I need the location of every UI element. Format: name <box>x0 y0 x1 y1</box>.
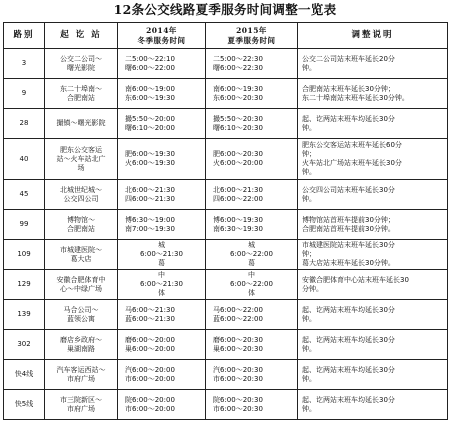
time-2015-line: 火6:00～20:00 <box>213 159 263 167</box>
stops-cell <box>45 360 118 390</box>
stops-line: 场 <box>77 163 85 172</box>
time-2014-line: 市6:00～20:00 <box>125 404 175 413</box>
route-cell: 28 <box>4 109 45 139</box>
stops-cell <box>45 49 118 79</box>
header-note: 调整说明 <box>298 23 448 49</box>
stops-cell <box>45 180 118 210</box>
time-2015-line: 博6:00～19:30 <box>213 215 263 224</box>
time-2014-line: 磨6:00～20:00 <box>125 335 175 344</box>
time-2015-line: 院6:00～20:30 <box>213 395 263 404</box>
time-2014-line: 6:00～21:30 <box>140 250 183 258</box>
time-2015-line: 南6:30～19:30 <box>213 224 263 233</box>
route-cell: 40 <box>4 139 45 180</box>
note-line: 起、讫两站末班车均延长30分 <box>302 395 395 404</box>
time-2015-line: 葛 <box>248 259 255 267</box>
table-row <box>4 300 448 330</box>
time-2014-line: 肥6:00～19:30 <box>125 150 175 158</box>
route-cell: 9 <box>4 79 45 109</box>
route-cell: 129 <box>4 270 45 300</box>
note-cell <box>298 79 448 109</box>
time-2014-cell <box>118 180 206 210</box>
stops-line: 心～中绿广场 <box>60 284 102 293</box>
route-cell: 3 <box>4 49 45 79</box>
time-2014-line: 南6:00～19:00 <box>125 84 175 93</box>
stops-line: 市三院新区～ <box>60 395 102 404</box>
time-2014-line: 二5:00～22:10 <box>125 54 175 63</box>
time-2015-cell <box>206 330 298 360</box>
table-row <box>4 390 448 420</box>
time-2014-line: 汽6:00～20:00 <box>125 365 175 374</box>
time-2015-cell <box>206 240 298 270</box>
time-2014-line: 曙6:00～22:00 <box>125 63 175 72</box>
table-row <box>4 139 448 180</box>
note-line: 市城建医院站末班车延长30分 <box>302 241 395 249</box>
time-2015-line: 中 <box>248 271 255 279</box>
route-cell: 302 <box>4 330 45 360</box>
time-2015-cell <box>206 139 298 180</box>
table-row <box>4 180 448 210</box>
time-2014-cell <box>118 210 206 240</box>
time-2015-line: 城 <box>248 241 255 249</box>
note-line: 起、讫两站末班车均延长30分 <box>302 365 395 374</box>
table-row <box>4 330 448 360</box>
time-2014-line: 东6:00～19:30 <box>125 93 175 102</box>
time-2015-line: 南6:00～19:30 <box>213 84 263 93</box>
route-cell: 45 <box>4 180 45 210</box>
route-cell: 快5线 <box>4 390 45 420</box>
time-2015-cell <box>206 300 298 330</box>
time-2014-line: 撮5:50～20:00 <box>125 114 175 123</box>
note-line: 钟。 <box>302 123 316 132</box>
time-2015-line: 市6:00～20:30 <box>213 404 263 413</box>
stops-cell <box>45 330 118 360</box>
time-2015-cell <box>206 210 298 240</box>
stops-line: 曙光影院 <box>67 63 95 72</box>
time-2015-cell <box>206 109 298 139</box>
note-line: 葛大店站末班车延长30分钟。 <box>302 259 395 267</box>
note-line: 钟； <box>302 150 316 158</box>
header-2014 <box>118 23 206 49</box>
note-cell <box>298 210 448 240</box>
header-2015-label: 夏季服务时间 <box>227 35 276 45</box>
note-cell <box>298 180 448 210</box>
note-line: 火车站北广场站末班车延长30分 <box>302 159 402 167</box>
note-cell <box>298 360 448 390</box>
time-2015-line: 汽6:00～20:30 <box>213 365 263 374</box>
route-cell: 109 <box>4 240 45 270</box>
route-cell: 139 <box>4 300 45 330</box>
header-2014-year: 2014年 <box>146 25 177 35</box>
time-2014-cell <box>118 270 206 300</box>
stops-cell <box>45 240 118 270</box>
stops-line: 东二十埠南～ <box>60 84 102 93</box>
note-line: 东二十埠南站末班车延长30分钟。 <box>302 93 409 102</box>
time-2014-cell <box>118 79 206 109</box>
stops-line: 肥东公交客运 <box>60 145 102 154</box>
time-2014-line: 体 <box>158 289 165 297</box>
table-row <box>4 49 448 79</box>
stops-cell <box>45 139 118 180</box>
table-title: 12条公交线路夏季服务时间调整一览表 <box>113 2 337 17</box>
table-row <box>4 270 448 300</box>
note-line: 钟； <box>302 250 316 258</box>
stops-line: 安徽合肥体育中 <box>56 275 106 284</box>
time-2015-cell <box>206 180 298 210</box>
stops-line: 汽车客运西站～ <box>56 365 106 374</box>
time-2014-cell <box>118 300 206 330</box>
header-stops: 起 讫 站 <box>45 23 118 49</box>
stops-line: 磨店乡政府～ <box>60 335 102 344</box>
note-line: 安徽合肥体育中心站末班车延长30 <box>302 275 409 284</box>
note-line: 起、讫两站末班车均延长30分 <box>302 114 395 123</box>
time-2014-cell <box>118 330 206 360</box>
time-2014-line: 南7:00～19:30 <box>125 224 175 233</box>
note-line: 合肥南站末班车延长30分钟； <box>302 84 395 93</box>
time-2014-line: 院6:00～20:00 <box>125 395 175 404</box>
time-2014-cell <box>118 49 206 79</box>
stops-line: 合肥南站 <box>67 224 95 233</box>
schedule-table <box>3 22 448 420</box>
time-2014-line: 6:00～21:30 <box>140 280 183 288</box>
header-2015-year: 2015年 <box>236 25 267 35</box>
route-cell: 99 <box>4 210 45 240</box>
time-2014-line: 市6:00～20:00 <box>125 374 175 383</box>
stops-cell <box>45 300 118 330</box>
note-line: 合肥南站首班车提前30分钟。 <box>302 224 395 233</box>
table-row <box>4 79 448 109</box>
stops-line: 公交二公司～ <box>60 54 102 63</box>
time-2015-line: 蓝6:00～22:00 <box>213 314 263 323</box>
time-2014-cell <box>118 240 206 270</box>
stops-line: 马合公司～ <box>63 305 99 314</box>
note-line: 公交四公司站末班车延长30分 <box>302 185 395 194</box>
stops-cell <box>45 270 118 300</box>
note-line: 肥东公交客运站末班车延长60分 <box>302 141 402 149</box>
stops-line: 撮镇～曙光影院 <box>56 119 106 127</box>
time-2014-line: 博6:30～19:00 <box>125 215 175 224</box>
time-2015-line: 东6:00～20:30 <box>213 93 263 102</box>
stops-line: 博物馆～ <box>67 215 95 224</box>
note-line: 钟。 <box>302 374 316 383</box>
note-line: 博物馆站首班车提前30分钟； <box>302 215 395 224</box>
note-line: 钟。 <box>302 404 316 413</box>
table-row <box>4 210 448 240</box>
time-2015-cell <box>206 49 298 79</box>
note-cell <box>298 300 448 330</box>
stops-line: 蓝领公寓 <box>67 314 95 323</box>
time-2014-line: 巢6:00～20:00 <box>125 344 175 353</box>
time-2014-cell <box>118 360 206 390</box>
note-line: 起、讫两站末班车均延长30分 <box>302 335 395 344</box>
note-cell <box>298 390 448 420</box>
table-row <box>4 360 448 390</box>
stops-line: 市府广场 <box>67 374 95 383</box>
time-2015-line: 市6:00～20:30 <box>213 374 263 383</box>
time-2014-cell <box>118 109 206 139</box>
stops-cell <box>45 79 118 109</box>
stops-line: 葛大店 <box>70 254 92 263</box>
note-line: 钟。 <box>302 168 316 176</box>
table-row <box>4 109 448 139</box>
stops-cell <box>45 210 118 240</box>
note-line: 钟。 <box>302 314 316 323</box>
note-cell <box>298 139 448 180</box>
time-2014-cell <box>118 390 206 420</box>
stops-line: 巢湖南路 <box>67 344 95 353</box>
time-2015-line: 二5:00～22:30 <box>213 54 263 63</box>
stops-line: 市城建医院～ <box>60 245 102 254</box>
time-2015-line: 体 <box>248 289 255 297</box>
stops-line: 公交四公司 <box>63 194 99 203</box>
time-2015-line: 曙6:00～22:30 <box>213 63 263 72</box>
note-line: 钟。 <box>302 344 316 353</box>
time-2015-line: 四6:00～22:00 <box>213 194 263 203</box>
time-2014-line: 中 <box>158 271 165 279</box>
time-2014-line: 马6:00～21:30 <box>125 305 175 314</box>
stops-cell <box>45 109 118 139</box>
stops-line: 站～火车站北广 <box>56 154 106 163</box>
note-cell <box>298 270 448 300</box>
note-line: 钟。 <box>302 194 316 203</box>
time-2015-cell <box>206 360 298 390</box>
note-cell <box>298 330 448 360</box>
time-2014-line: 火6:00～19:30 <box>125 159 175 167</box>
time-2014-line: 四6:00～21:30 <box>125 194 175 203</box>
header-2015 <box>206 23 298 49</box>
time-2015-line: 巢6:00～20:30 <box>213 344 263 353</box>
time-2014-cell <box>118 139 206 180</box>
time-2015-cell <box>206 270 298 300</box>
stops-line: 市府广场 <box>67 404 95 413</box>
note-cell <box>298 240 448 270</box>
route-cell: 快4线 <box>4 360 45 390</box>
time-2014-line: 北6:00～21:30 <box>125 185 175 194</box>
note-cell <box>298 109 448 139</box>
time-2015-line: 马6:00～22:00 <box>213 305 263 314</box>
time-2015-cell <box>206 79 298 109</box>
table-row <box>4 240 448 270</box>
time-2015-line: 曙6:10～20:30 <box>213 123 263 132</box>
time-2015-line: 北6:00～21:30 <box>213 185 263 194</box>
stops-line: 合肥南站 <box>67 93 95 102</box>
note-line: 起、讫两站末班车均延长30分 <box>302 305 395 314</box>
time-2014-line: 葛 <box>158 259 165 267</box>
time-2015-line: 6:00～22:00 <box>230 250 273 258</box>
note-cell <box>298 49 448 79</box>
note-line: 分钟。 <box>302 284 323 293</box>
time-2014-line: 曙6:10～20:00 <box>125 123 175 132</box>
time-2015-line: 磨6:00～20:30 <box>213 335 263 344</box>
stops-cell <box>45 390 118 420</box>
time-2015-line: 6:00～22:00 <box>230 280 273 288</box>
note-line: 公交二公司站末班车延长20分 <box>302 54 395 63</box>
stops-line: 北城世纪城～ <box>60 185 102 194</box>
time-2014-line: 蓝6:00～21:30 <box>125 314 175 323</box>
header-route: 路别 <box>4 23 45 49</box>
time-2015-line: 肥6:00～20:30 <box>213 150 263 158</box>
header-2014-label: 冬季服务时间 <box>137 35 186 45</box>
header-row <box>4 23 448 49</box>
time-2014-line: 城 <box>158 241 165 249</box>
table-body <box>4 49 448 420</box>
time-2015-cell <box>206 390 298 420</box>
time-2015-line: 撮5:50～20:30 <box>213 114 263 123</box>
note-line: 钟。 <box>302 63 316 72</box>
